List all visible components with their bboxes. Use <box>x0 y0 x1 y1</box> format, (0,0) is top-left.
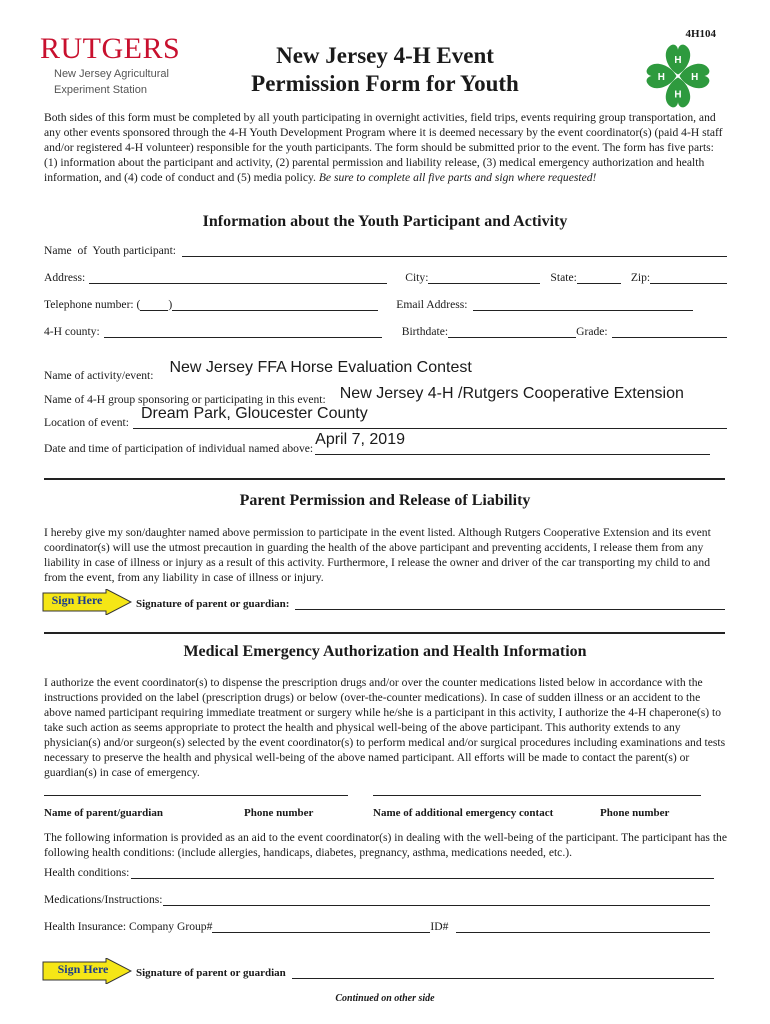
intro-emphasis: Be sure to complete all five parts and sign where requested! <box>318 171 597 184</box>
medications-row <box>44 893 710 906</box>
youth-name-label: Name of Youth participant: <box>44 244 177 257</box>
phone-label-1: Phone number <box>244 807 314 819</box>
signature-label-2: Signature of parent or guardian <box>136 967 286 979</box>
logo-name: RUTGERS <box>40 32 181 65</box>
health-conditions-field[interactable] <box>131 866 714 879</box>
activity-value[interactable]: New Jersey FFA Horse Evaluation Contest <box>169 359 472 376</box>
health-conditions-row <box>44 866 714 879</box>
location-row <box>44 405 727 429</box>
medications-label: Medications/Instructions: <box>44 893 163 906</box>
area-code-field[interactable] <box>140 298 168 311</box>
location-field[interactable] <box>133 405 727 429</box>
medical-paragraph: I authorize the event coordinator(s) to dispense the prescription drugs and/or over the counter medications listed below in accordance with the instructions provided on the label (prescription drugs) or below (over-the-counter medications). In case of sudden illness or an accident to the above named participant requiring immediate treatment or surgery while he/she is a participant in this activity, I authorize the 4-H chaperone(s) to take such action as seems appropriate to protect the health and physical well-being of the above participant. This authority extends to any physician(s) and/or surgeon(s) selected by the event coordinator(s) to perform medical and/or surgical procedures including examinations and tests necessary to preserve the health and physical well-being of the above named participant. All efforts will be made to contact the parent(s) or guardian(s) in case of emergency. <box>44 676 726 779</box>
phone-field[interactable] <box>172 298 378 311</box>
zip-field[interactable] <box>650 271 727 284</box>
date-label: Date and time of participation of individual named above: <box>44 442 314 455</box>
medications-field[interactable] <box>163 893 711 906</box>
location-label: Location of event: <box>44 416 129 429</box>
insurance-group-field[interactable] <box>212 920 430 933</box>
logo-sub-2: Experiment Station <box>54 84 147 96</box>
group-value[interactable]: New Jersey 4-H /Rutgers Cooperative Extension <box>339 385 684 402</box>
date-field[interactable] <box>315 431 710 455</box>
parent-signature-field-1[interactable] <box>295 597 725 610</box>
health-conditions-label: Health conditions: <box>44 866 130 879</box>
section-participant-info-title: Information about the Youth Participant and Activity <box>202 213 568 230</box>
birthdate-field[interactable] <box>448 325 576 338</box>
youth-name-row <box>44 244 727 257</box>
page-title <box>210 42 560 98</box>
location-value: Dream Park, Gloucester County <box>141 405 368 422</box>
svg-text:H: H <box>674 89 682 101</box>
intro-paragraph <box>44 110 727 185</box>
county-field[interactable] <box>104 325 382 338</box>
logo-sub-1: New Jersey Agricultural <box>54 68 169 80</box>
email-label: Email Address: <box>396 298 468 311</box>
id-label: ID# <box>430 920 449 933</box>
section-divider-1 <box>44 478 725 480</box>
form-code: 4H104 <box>685 28 716 40</box>
signature-label-1: Signature of parent or guardian: <box>136 598 290 610</box>
svg-text:H: H <box>657 71 665 83</box>
county-birthdate-row <box>44 325 727 338</box>
parent-signature-field-2[interactable] <box>292 966 714 979</box>
insurance-label: Health Insurance: Company Group# <box>44 920 213 933</box>
phone-email-row <box>44 298 727 311</box>
phone-label-2: Phone number <box>600 807 670 819</box>
parent-contact-field[interactable] <box>44 795 348 796</box>
group-label: Name of 4-H group sponsoring or participating in this event: <box>44 393 326 406</box>
address-label: Address: <box>44 271 86 284</box>
state-label: State: <box>550 271 577 284</box>
sign-here-label-1: Sign Here <box>51 593 103 607</box>
zip-label: Zip: <box>630 271 651 284</box>
date-row <box>44 431 710 455</box>
insurance-row <box>44 920 710 933</box>
title-line-1: New Jersey 4-H Event <box>276 43 494 68</box>
address-field[interactable] <box>89 271 387 284</box>
activity-label: Name of activity/event: <box>44 369 154 382</box>
additional-contact-field[interactable] <box>373 795 701 796</box>
date-value: April 7, 2019 <box>315 431 405 448</box>
parent-name-label: Name of parent/guardian <box>44 807 163 819</box>
city-label: City: <box>405 271 429 284</box>
rutgers-logo <box>40 34 210 96</box>
county-label: 4-H county: <box>44 325 100 338</box>
additional-contact-label: Name of additional emergency contact <box>373 807 554 819</box>
title-line-2: Permission Form for Youth <box>251 71 519 96</box>
state-field[interactable] <box>577 271 621 284</box>
phone-label: Telephone number: ( <box>44 298 141 311</box>
grade-field[interactable] <box>612 325 727 338</box>
phone-close-paren: ) <box>168 298 173 311</box>
activity-row <box>44 360 727 382</box>
birthdate-label: Birthdate: <box>401 325 449 338</box>
svg-text:H: H <box>674 55 682 67</box>
insurance-id-field[interactable] <box>456 920 710 933</box>
svg-text:H: H <box>691 71 699 83</box>
sign-here-label-2: Sign Here <box>57 962 109 976</box>
four-h-clover-icon <box>640 38 716 114</box>
section-permission-title: Parent Permission and Release of Liability <box>239 492 531 509</box>
continued-footer: Continued on other side <box>335 993 435 1004</box>
health-info-paragraph: The following information is provided as an aid to the event coordinator(s) in dealing with the well-being of the participant. The participant has the following health conditions: (include allergies, handicaps, diabetes, pregnancy, asthma, medications needed, etc.). <box>44 831 727 859</box>
section-divider-2 <box>44 632 725 634</box>
parent-signature-row-1 <box>136 597 725 610</box>
youth-name-field[interactable] <box>182 244 727 257</box>
address-row <box>44 271 727 284</box>
group-row <box>44 386 727 406</box>
city-field[interactable] <box>428 271 540 284</box>
grade-label: Grade: <box>576 325 608 338</box>
intro-text: Both sides of this form must be completed by all youth participating in overnight activities, field trips, events requiring group transportation, and any other events sponsored through the 4-H Youth Development Program where it is deemed necessary by the event coordinator(s) (paid 4-H staff and/or registered 4-H volunteer) responsible for the youth participants. The form should be submitted prior to the event. The form has five parts: (1) information about the participant and activity, (2) parental permission and liability release, (3) medical emergency authorization and health information, and (4) code of conduct and (5) media policy. <box>44 111 723 184</box>
permission-paragraph: I hereby give my son/daughter named above permission to participate in the event listed. Although Rutgers Cooperative Extension and its event coordinator(s) will use the utmost precaution in guarding the health of the above participant and preventing accidents, I release them from any liability in case of illness or injury as a result of this activity. Furthermore, I release the owner and driver of the car transporting my child to and from the event, from any liability in case of illness or injury. <box>44 526 711 584</box>
section-medical-title: Medical Emergency Authorization and Health Information <box>183 643 587 660</box>
email-field[interactable] <box>473 298 693 311</box>
parent-signature-row-2 <box>136 966 714 979</box>
